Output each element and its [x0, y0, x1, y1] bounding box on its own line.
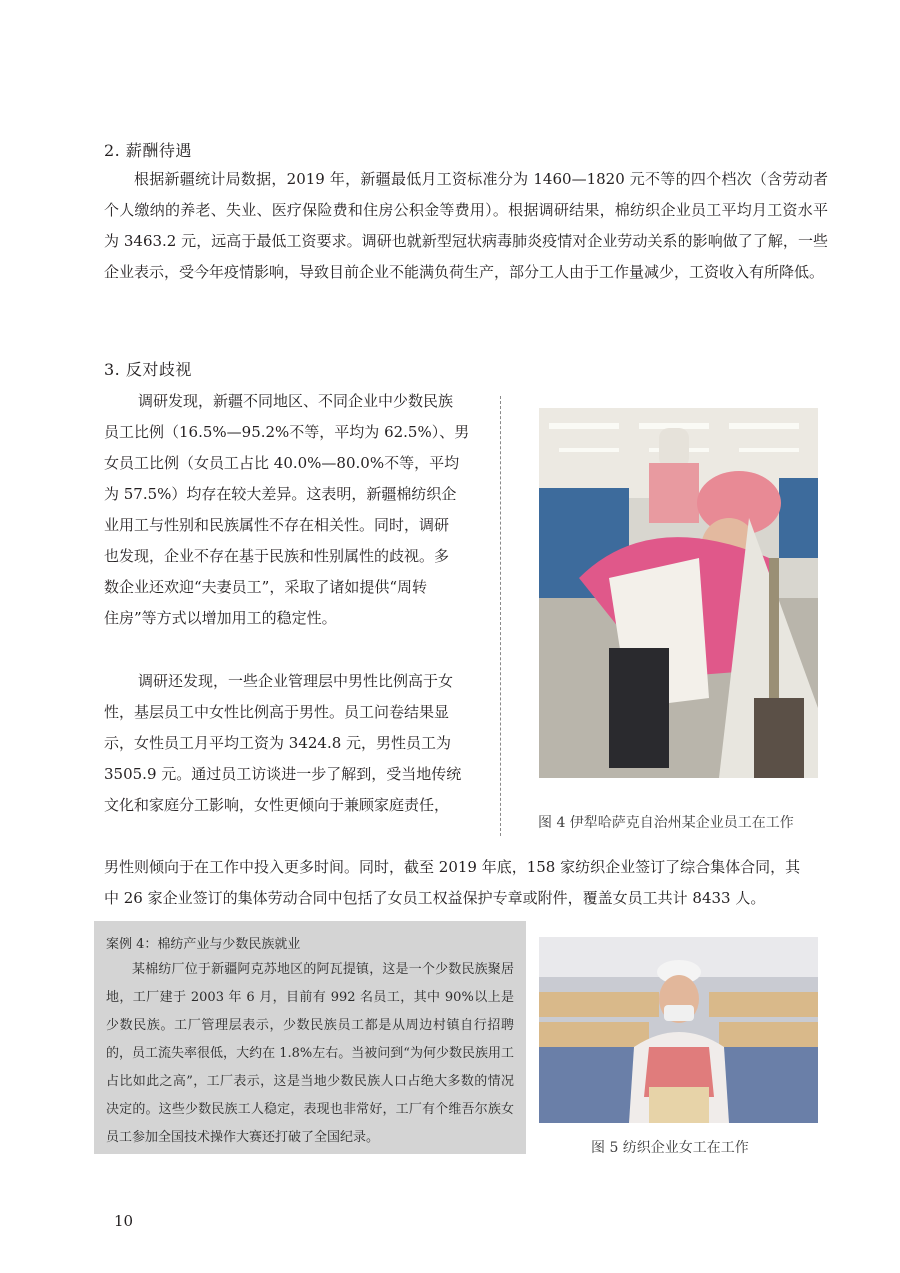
text-line: 调研发现，新疆不同地区、不同企业中少数民族	[138, 392, 454, 410]
section-3-heading: 3. 反对歧视	[104, 360, 192, 379]
column-divider	[500, 396, 501, 836]
text-line: 示，女性员工月平均工资为 3424.8 元，男性员工为	[104, 734, 452, 752]
figure-5-photo	[539, 937, 818, 1123]
text-line: 女员工比例（女员工占比 40.0%—80.0%不等，平均	[104, 454, 460, 472]
text-line: 性，基层员工中女性比例高于男性。员工问卷结果显	[104, 703, 450, 721]
case-study-box	[94, 921, 526, 1154]
figure-5-caption: 图 5 纺织企业女工在工作	[591, 1140, 749, 1156]
case-title: 案例 4：棉纺产业与少数民族就业	[106, 937, 301, 952]
text-line: 调研还发现，一些企业管理层中男性比例高于女	[138, 672, 454, 690]
text-line: 数企业还欢迎“夫妻员工”，采取了诸如提供“周转	[104, 578, 428, 596]
case-paragraph: 某棉纺厂位于新疆阿克苏地区的阿瓦提镇，这是一个少数民族聚居地，工厂建于 2003 年 6 月，目前有 992 名员工，其中 90%以上是少数民族。工厂管理层表示，少数民族员工都是从周边村镇自行招聘的，员工流失率很低，大约在 1.8%左右。当被问到“为何少数民族用工占比如此之高”，工厂表示，这是当地少数民族人口占绝大多数的情况决定的。这些少数民族工人稳定，表现也非常好，工厂有个维吾尔族女员工参加全国技术操作大赛还打破了全国纪录。	[106, 962, 514, 1145]
text-line: 为 57.5%）均存在较大差异。这表明，新疆棉纺织企	[104, 485, 457, 503]
section-2-paragraph: 根据新疆统计局数据，2019 年，新疆最低月工资标准分为 1460—1820 元不等的四个档次（含劳动者个人缴纳的养老、失业、医疗保险费和住房公积金等费用）。根据调研结果，棉纺织企业员工平均月工资水平为 3463.2 元，远高于最低工资要求。调研也就新型冠状病毒肺炎疫情对企业劳动关系的影响做了了解，一些企业表示，受今年疫情影响，导致目前企业不能满负荷生产，部分工人由于工作量减少，工资收入有所降低。	[104, 170, 828, 281]
text-line: 男性则倾向于在工作中投入更多时间。同时，截至 2019 年底，158 家纺织企业签订了综合集体合同，其	[104, 858, 801, 876]
page-number: 10	[114, 1212, 134, 1230]
text-line: 住房”等方式以增加用工的稳定性。	[104, 609, 337, 627]
text-line: 中 26 家企业签订的集体劳动合同中包括了女员工权益保护专章或附件，覆盖女员工共计 8433 人。	[104, 889, 766, 907]
text-line: 员工比例（16.5%—95.2%不等，平均为 62.5%）、男	[104, 423, 470, 441]
text-line: 也发现，企业不存在基于民族和性别属性的歧视。多	[104, 547, 450, 565]
figure-4-caption: 图 4 伊犁哈萨克自治州某企业员工在工作	[538, 815, 794, 831]
figure-4-photo	[539, 408, 818, 778]
text-line: 文化和家庭分工影响，女性更倾向于兼顾家庭责任，	[104, 796, 450, 814]
text-line: 业用工与性别和民族属性不存在相关性。同时，调研	[104, 516, 450, 534]
text-line: 3505.9 元。通过员工访谈进一步了解到，受当地传统	[104, 765, 462, 783]
section-2-heading: 2. 薪酬待遇	[104, 141, 192, 160]
